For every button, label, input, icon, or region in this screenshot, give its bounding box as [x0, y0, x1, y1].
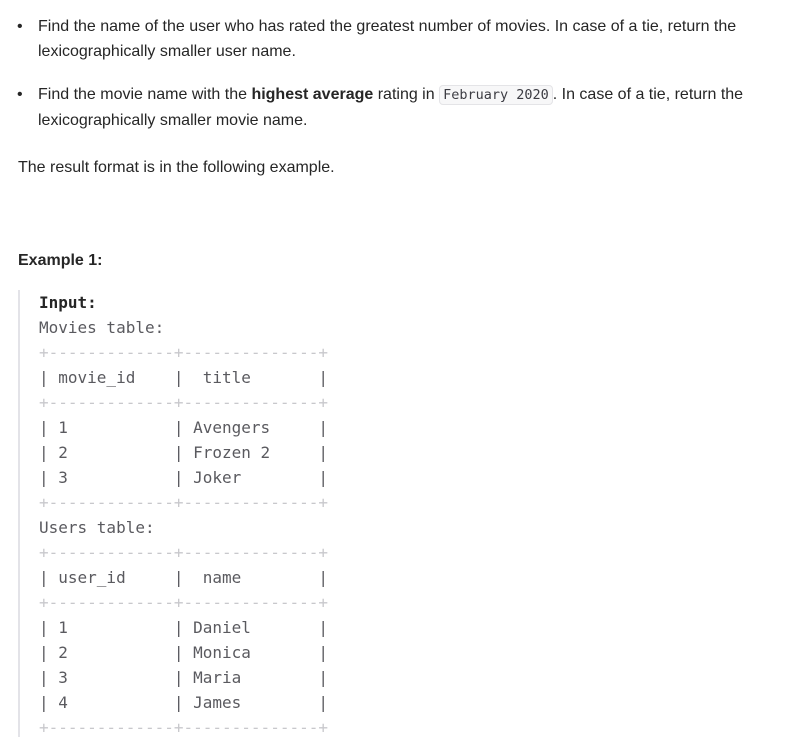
table-row: | 1 | Avengers | [39, 418, 328, 437]
result-format-text: The result format is in the following example. [18, 159, 335, 176]
table-border: +-------------+--------------+ [39, 393, 328, 412]
users-table-label: Users table: [39, 518, 155, 537]
table-row: | 1 | Daniel | [39, 618, 328, 637]
bullet-icon: • [17, 86, 23, 103]
inline-code: February 2020 [439, 85, 553, 105]
requirement-item [17, 14, 786, 64]
table-border: +-------------+--------------+ [39, 543, 328, 562]
table-row: | 2 | Monica | [39, 643, 328, 662]
table-row: | 2 | Frozen 2 | [39, 443, 328, 462]
requirement-text: rating in [373, 86, 440, 103]
requirement-text: Find the movie name with the [38, 86, 252, 103]
table-header-row: | user_id | name | [39, 568, 328, 587]
movies-table-label: Movies table: [39, 318, 165, 337]
table-row: | 4 | James | [39, 693, 328, 712]
example-heading: Example 1: [18, 252, 103, 269]
requirement-text: Find the name of the user who has rated the greatest number of movies. In case of a tie, return the lexicographically smaller user name. [38, 18, 737, 60]
input-label: Input: [39, 293, 97, 312]
table-border: +-------------+--------------+ [39, 718, 328, 737]
emphasis-text: highest average [251, 86, 374, 103]
table-row: | 3 | Joker | [39, 468, 328, 487]
bullet-icon: • [17, 18, 23, 35]
example-code [20, 290, 794, 737]
table-border: +-------------+--------------+ [39, 493, 328, 512]
table-border: +-------------+--------------+ [39, 593, 328, 612]
requirement-text: . In case of a tie, return the lexicographically smaller movie name. [38, 86, 744, 129]
requirement-item [17, 82, 786, 133]
table-header-row: | movie_id | title | [39, 368, 328, 387]
table-border: +-------------+--------------+ [39, 343, 328, 362]
example-block [18, 290, 794, 737]
table-row: | 3 | Maria | [39, 668, 328, 687]
